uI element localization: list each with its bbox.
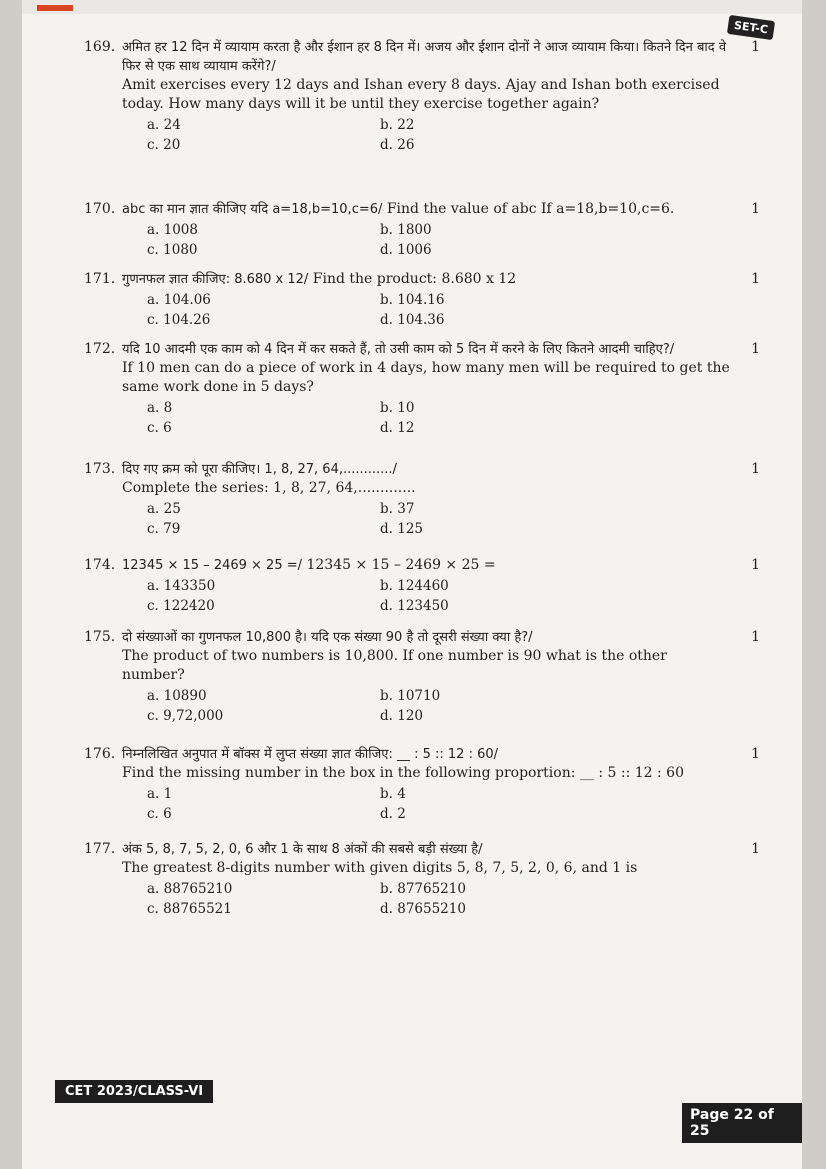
question-174 <box>22 556 802 617</box>
question-english: Complete the series: 1, 8, 27, 64,............. <box>122 480 416 496</box>
option-c: c. 122420 <box>147 598 215 614</box>
option-d: d. 1006 <box>380 242 432 258</box>
option-a: a. 88765210 <box>147 881 233 897</box>
options <box>22 500 802 540</box>
exam-page <box>22 0 802 1169</box>
option-a: a. 143350 <box>147 578 216 594</box>
option-c: c. 104.26 <box>147 312 211 328</box>
question-hindi: निम्नलिखित अनुपात में बॉक्स में लुप्त संख्या ज्ञात कीजिए: __ : 5 :: 12 : 60/ <box>122 747 499 762</box>
question-175 <box>22 628 802 727</box>
question-marks: 1 <box>751 461 760 477</box>
options <box>22 687 802 727</box>
question-marks: 1 <box>751 341 760 357</box>
option-a: a. 10890 <box>147 688 207 704</box>
question-english: 12345 × 15 – 2469 × 25 = <box>306 557 496 573</box>
option-c: c. 6 <box>147 420 172 436</box>
question-171 <box>22 270 802 331</box>
option-b: b. 124460 <box>380 578 449 594</box>
option-a: a. 1008 <box>147 222 198 238</box>
question-hindi: यदि 10 आदमी एक काम को 4 दिन में कर सकते हैं, तो उसी काम को 5 दिन में करने के लिए कितने आदमी चाहिए?/ <box>122 342 675 357</box>
option-b: b. 1800 <box>380 222 432 238</box>
question-176 <box>22 745 802 825</box>
question-marks: 1 <box>751 629 760 645</box>
option-c: c. 20 <box>147 137 181 153</box>
question-marks: 1 <box>751 557 760 573</box>
option-c: c. 88765521 <box>147 901 232 917</box>
options <box>22 291 802 331</box>
option-b: b. 87765210 <box>380 881 466 897</box>
question-english: The greatest 8-digits number with given digits 5, 8, 7, 5, 2, 0, 6, and 1 is <box>122 860 638 876</box>
option-d: d. 120 <box>380 708 423 724</box>
question-hindi: अंक 5, 8, 7, 5, 2, 0, 6 और 1 के साथ 8 अंकों की सबसे बड़ी संख्या है/ <box>122 842 483 857</box>
question-english: Find the product: 8.680 x 12 <box>312 271 517 287</box>
red-tab-mark <box>37 5 73 11</box>
question-169 <box>22 38 802 156</box>
question-hindi: 12345 × 15 – 2469 × 25 =/ <box>122 558 303 573</box>
question-number: 174. <box>84 557 116 573</box>
option-b: b. 22 <box>380 117 415 133</box>
options <box>22 785 802 825</box>
option-b: b. 37 <box>380 501 415 517</box>
option-d: d. 125 <box>380 521 423 537</box>
option-a: a. 104.06 <box>147 292 211 308</box>
option-d: d. 87655210 <box>380 901 466 917</box>
option-b: b. 4 <box>380 786 406 802</box>
question-number: 169. <box>84 39 116 55</box>
question-number: 170. <box>84 201 116 217</box>
option-c: c. 1080 <box>147 242 198 258</box>
option-c: c. 9,72,000 <box>147 708 224 724</box>
option-b: b. 10710 <box>380 688 441 704</box>
question-number: 177. <box>84 841 116 857</box>
option-a: a. 1 <box>147 786 173 802</box>
question-173 <box>22 460 802 540</box>
top-strip <box>22 0 802 14</box>
option-a: a. 25 <box>147 501 181 517</box>
question-number: 172. <box>84 341 116 357</box>
question-marks: 1 <box>751 201 760 217</box>
question-hindi: अमित हर 12 दिन में व्यायाम करता है और ईशान हर 8 दिन में। अजय और ईशान दोनों ने आज व्यायाम किया। कितने दिन बाद वे फिर से एक साथ व्यायाम करेंगे?/ <box>122 40 727 74</box>
option-a: a. 8 <box>147 400 173 416</box>
question-number: 173. <box>84 461 116 477</box>
option-d: d. 12 <box>380 420 415 436</box>
options <box>22 399 802 439</box>
option-b: b. 10 <box>380 400 415 416</box>
question-english: Find the missing number in the box in the following proportion: __ : 5 :: 12 : 60 <box>122 765 684 781</box>
question-number: 176. <box>84 746 116 762</box>
page-number: Page 22 of 25 <box>682 1103 802 1143</box>
question-english: The product of two numbers is 10,800. If one number is 90 what is the other number? <box>122 648 667 683</box>
question-marks: 1 <box>751 39 760 55</box>
option-d: d. 123450 <box>380 598 449 614</box>
option-c: c. 6 <box>147 806 172 822</box>
option-c: c. 79 <box>147 521 181 537</box>
options <box>22 880 802 920</box>
question-number: 171. <box>84 271 116 287</box>
options <box>22 221 802 261</box>
set-badge: SET-C <box>727 15 775 40</box>
question-english: Amit exercises every 12 days and Ishan every 8 days. Ajay and Ishan both exercised today. How many days will it be until they exercise together again? <box>122 77 720 112</box>
question-hindi: गुणनफल ज्ञात कीजिए: 8.680 x 12/ <box>122 272 309 287</box>
exam-label: CET 2023/CLASS-VI <box>55 1080 213 1103</box>
option-d: d. 2 <box>380 806 406 822</box>
question-172 <box>22 340 802 439</box>
option-b: b. 104.16 <box>380 292 445 308</box>
question-hindi: दो संख्याओं का गुणनफल 10,800 है। यदि एक संख्या 90 है तो दूसरी संख्या क्या है?/ <box>122 630 533 645</box>
question-hindi: दिए गए क्रम को पूरा कीजिए। 1, 8, 27, 64,............/ <box>122 462 397 477</box>
question-marks: 1 <box>751 841 760 857</box>
question-177 <box>22 840 802 920</box>
question-marks: 1 <box>751 271 760 287</box>
question-marks: 1 <box>751 746 760 762</box>
question-hindi: abc का मान ज्ञात कीजिए यदि a=18,b=10,c=6/ <box>122 202 383 217</box>
question-english: Find the value of abc If a=18,b=10,c=6. <box>386 201 675 217</box>
options <box>22 577 802 617</box>
option-a: a. 24 <box>147 117 181 133</box>
options <box>22 116 802 156</box>
option-d: d. 104.36 <box>380 312 445 328</box>
question-number: 175. <box>84 629 116 645</box>
question-english: If 10 men can do a piece of work in 4 days, how many men will be required to get the same work done in 5 days? <box>122 360 730 395</box>
question-170 <box>22 200 802 261</box>
option-d: d. 26 <box>380 137 415 153</box>
